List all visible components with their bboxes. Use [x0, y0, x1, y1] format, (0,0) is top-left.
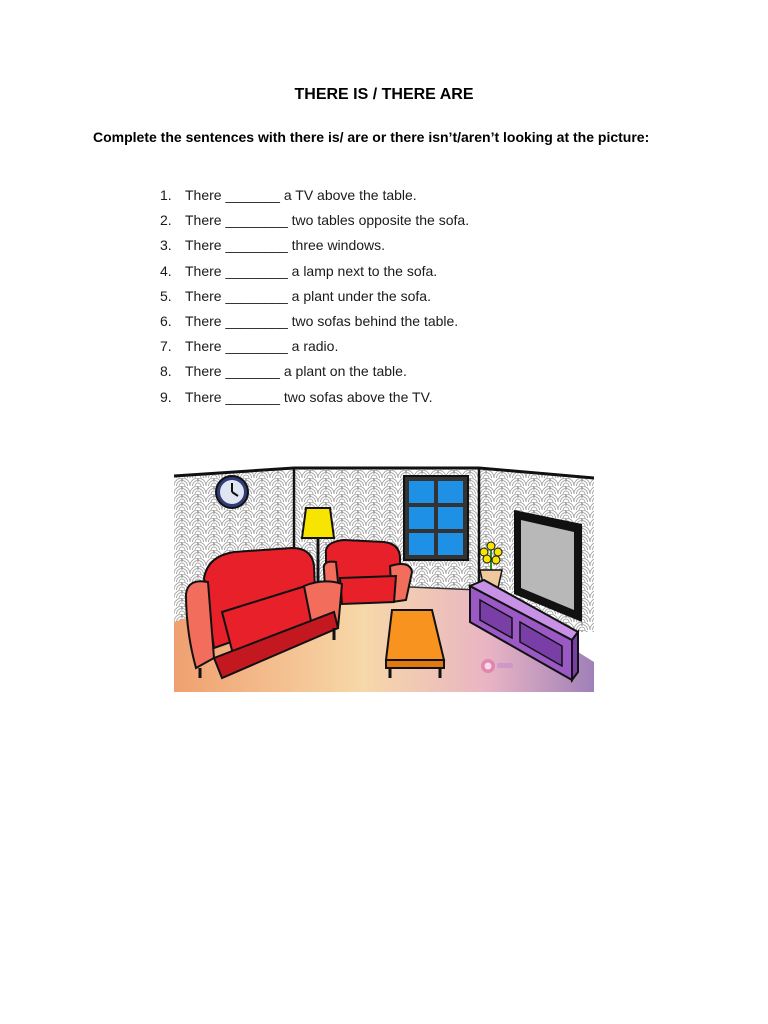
question-item — [160, 361, 469, 386]
question-text: There ________ three windows. — [185, 237, 386, 254]
question-text: There ________ a radio. — [185, 338, 339, 355]
table-icon — [386, 610, 444, 678]
question-item — [160, 185, 469, 210]
question-text: There _______ two sofas above the TV. — [185, 388, 433, 405]
question-text: There _______ a plant on the table. — [185, 363, 407, 380]
window-icon — [404, 476, 468, 560]
living-room-illustration — [174, 462, 594, 692]
question-text: There ________ two sofas behind the table. — [185, 312, 459, 329]
worksheet-title: THERE IS / THERE ARE — [294, 86, 474, 103]
question-item — [160, 387, 469, 412]
clock-icon — [216, 476, 248, 508]
question-item — [160, 336, 469, 361]
question-text: There ________ a plant under the sofa. — [185, 287, 431, 304]
question-list — [160, 185, 469, 412]
question-item — [160, 261, 469, 286]
question-text: There ________ two tables opposite the sofa. — [185, 212, 470, 229]
question-item — [160, 311, 469, 336]
question-number: 7. — [160, 338, 172, 355]
question-item — [160, 286, 469, 311]
question-item — [160, 235, 469, 260]
question-number: 5. — [160, 287, 172, 304]
question-number: 8. — [160, 363, 172, 380]
question-number: 1. — [160, 187, 172, 203]
instructions: Complete the sentences with there is/ are or there isn’t/aren’t looking at the picture: — [93, 129, 650, 145]
question-text: There _______ a TV above the table. — [185, 187, 417, 203]
question-number: 9. — [160, 388, 172, 405]
question-number: 3. — [160, 237, 172, 254]
question-number: 4. — [160, 262, 172, 279]
question-text: There ________ a lamp next to the sofa. — [185, 262, 438, 279]
question-number: 6. — [160, 312, 172, 329]
question-number: 2. — [160, 212, 172, 229]
question-item — [160, 210, 469, 235]
